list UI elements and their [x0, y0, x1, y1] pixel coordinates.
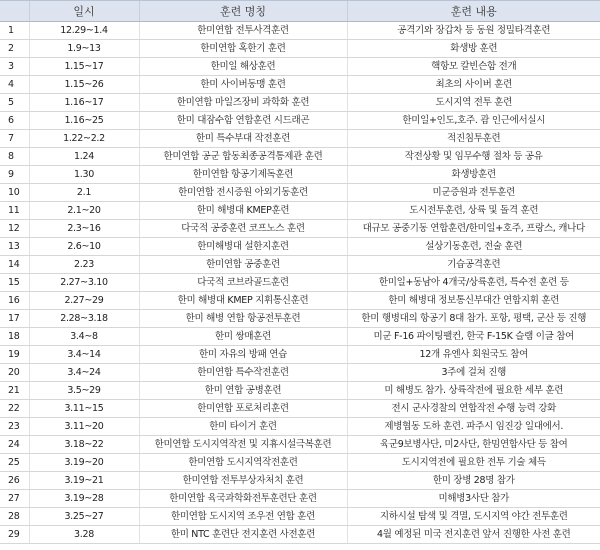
row-date: 1.15~17 — [29, 58, 139, 76]
row-training-name: 한미 해병대 KMEP훈련 — [139, 202, 347, 220]
row-training-content: 미군 F-16 파이팅팰컨, 한국 F-15K 슬램 이글 참여 — [347, 328, 600, 346]
row-training-content: 화생방훈련 — [347, 166, 600, 184]
table-row — [0, 40, 600, 58]
row-number: 4 — [0, 76, 29, 94]
row-training-name: 한미연합 공군 합동최종공격통제관 훈련 — [139, 148, 347, 166]
row-training-name: 한미연합 공중훈련 — [139, 256, 347, 274]
row-training-content: 기습공격훈련 — [347, 256, 600, 274]
row-training-content: 전시 군사경찰의 연합작전 수행 능력 강화 — [347, 400, 600, 418]
row-date: 3.19~21 — [29, 472, 139, 490]
row-training-content: 제병협동 도하 훈련. 파주시 임진강 일대에서. — [347, 418, 600, 436]
row-training-name: 한미연합 혹한기 훈련 — [139, 40, 347, 58]
row-training-content: 육군9보병사단, 미2사단, 한밈연합사단 등 참여 — [347, 436, 600, 454]
table-row — [0, 238, 600, 256]
row-date: 3.11~15 — [29, 400, 139, 418]
row-training-content: 한미 행병대의 항공기 8대 참가. 포항, 평택, 군산 등 진행 — [347, 310, 600, 328]
table-row — [0, 436, 600, 454]
row-number: 7 — [0, 130, 29, 148]
row-training-content: 미 해병도 참가. 상륙작전에 필요한 세부 훈련 — [347, 382, 600, 400]
row-training-name: 한미 해병대 KMEP 지휘통신훈련 — [139, 292, 347, 310]
row-number: 21 — [0, 382, 29, 400]
table-row — [0, 346, 600, 364]
row-training-content: 한미일+동남아 4개국/상륙훈련, 특수전 훈련 등 — [347, 274, 600, 292]
row-date: 3.18~22 — [29, 436, 139, 454]
row-date: 3.28 — [29, 526, 139, 544]
row-number: 15 — [0, 274, 29, 292]
table-row — [0, 454, 600, 472]
table-row — [0, 220, 600, 238]
row-number: 25 — [0, 454, 29, 472]
row-number: 18 — [0, 328, 29, 346]
row-training-content: 도시전투훈련, 상륙 및 돌격 훈련 — [347, 202, 600, 220]
row-training-name: 한미 타이거 훈련 — [139, 418, 347, 436]
table-row — [0, 508, 600, 526]
table-row — [0, 148, 600, 166]
table-row — [0, 472, 600, 490]
header-row — [0, 1, 600, 22]
row-number: 5 — [0, 94, 29, 112]
row-training-name: 한미 자유의 방패 연습 — [139, 346, 347, 364]
row-training-name: 한미연합 포로처리훈련 — [139, 400, 347, 418]
row-training-content: 도시지역 전투 훈련 — [347, 94, 600, 112]
table-row — [0, 256, 600, 274]
row-date: 3.11~20 — [29, 418, 139, 436]
header-date: 일시 — [29, 1, 139, 22]
row-date: 2.27~3.10 — [29, 274, 139, 292]
row-number: 29 — [0, 526, 29, 544]
row-training-name: 한미 NTC 훈련단 전지훈련 사전훈련 — [139, 526, 347, 544]
row-date: 1.30 — [29, 166, 139, 184]
row-date: 3.5~29 — [29, 382, 139, 400]
row-number: 12 — [0, 220, 29, 238]
row-number: 11 — [0, 202, 29, 220]
table-row — [0, 292, 600, 310]
row-training-content: 대규모 공중기동 연합훈련/한미일+호주, 프랑스, 캐나다 — [347, 220, 600, 238]
row-training-name: 한미연합 특수작전훈련 — [139, 364, 347, 382]
table-row — [0, 22, 600, 40]
row-training-content: 적진침투훈련 — [347, 130, 600, 148]
table-row — [0, 364, 600, 382]
row-training-name: 한미연합 전시증원 아외기동훈련 — [139, 184, 347, 202]
row-training-name: 다국적 코브라골드훈련 — [139, 274, 347, 292]
row-number: 13 — [0, 238, 29, 256]
row-number: 26 — [0, 472, 29, 490]
row-training-name: 한미연합 전투부상자처치 훈련 — [139, 472, 347, 490]
row-number: 22 — [0, 400, 29, 418]
row-training-name: 한미연합 마일즈장비 과학화 훈련 — [139, 94, 347, 112]
row-training-name: 한미 대잠수함 연합훈련 시드래곤 — [139, 112, 347, 130]
header-training-name: 훈련 명칭 — [139, 1, 347, 22]
row-date: 3.19~20 — [29, 454, 139, 472]
row-date: 2.28~3.18 — [29, 310, 139, 328]
header-training-content: 훈련 내용 — [347, 1, 600, 22]
row-training-name: 다국적 공중훈련 코프노스 훈련 — [139, 220, 347, 238]
row-date: 1.16~17 — [29, 94, 139, 112]
row-training-content: 미군증원과 전투훈련 — [347, 184, 600, 202]
row-number: 10 — [0, 184, 29, 202]
row-training-content: 작전상황 및 임무수행 절차 등 공유 — [347, 148, 600, 166]
row-date: 2.27~29 — [29, 292, 139, 310]
row-training-name: 한미 쌍매훈련 — [139, 328, 347, 346]
row-date: 2.1 — [29, 184, 139, 202]
row-date: 2.1~20 — [29, 202, 139, 220]
row-training-content: 12개 유엔사 회원국도 참여 — [347, 346, 600, 364]
row-training-content: 3주에 걸쳐 진행 — [347, 364, 600, 382]
row-number: 1 — [0, 22, 29, 40]
table-row — [0, 94, 600, 112]
row-training-content: 도시지역전에 필요한 전투 기술 체득 — [347, 454, 600, 472]
row-training-content: 화생방 훈련 — [347, 40, 600, 58]
row-number: 23 — [0, 418, 29, 436]
row-training-name: 한미 사이버동맹 훈련 — [139, 76, 347, 94]
row-training-content: 공격기와 장갑차 등 동원 정밀타격훈련 — [347, 22, 600, 40]
row-number: 6 — [0, 112, 29, 130]
header-number — [0, 1, 29, 22]
row-number: 19 — [0, 346, 29, 364]
row-number: 20 — [0, 364, 29, 382]
row-date: 3.4~14 — [29, 346, 139, 364]
row-training-name: 한미 연합 공병훈련 — [139, 382, 347, 400]
row-number: 28 — [0, 508, 29, 526]
row-number: 8 — [0, 148, 29, 166]
row-training-content: 한미 해병대 정보통신부대간 연합지휘 훈련 — [347, 292, 600, 310]
row-number: 2 — [0, 40, 29, 58]
row-date: 2.6~10 — [29, 238, 139, 256]
row-date: 3.25~27 — [29, 508, 139, 526]
row-training-name: 한미 특수부대 작전훈련 — [139, 130, 347, 148]
table-row — [0, 526, 600, 544]
row-number: 24 — [0, 436, 29, 454]
table-row — [0, 166, 600, 184]
table-body — [0, 22, 600, 544]
row-date: 1.9~13 — [29, 40, 139, 58]
table-row — [0, 76, 600, 94]
row-training-content: 한미일+인도,호주. 괌 인근에서실시 — [347, 112, 600, 130]
row-number: 27 — [0, 490, 29, 508]
row-training-name: 한미해병대 설한지훈련 — [139, 238, 347, 256]
row-training-name: 한미연합 도시지역작전훈련 — [139, 454, 347, 472]
row-date: 1.16~25 — [29, 112, 139, 130]
table-row — [0, 112, 600, 130]
table-row — [0, 382, 600, 400]
table-row — [0, 418, 600, 436]
row-date: 1.24 — [29, 148, 139, 166]
row-number: 16 — [0, 292, 29, 310]
row-training-name: 한미연합 육국과학화전투훈련단 훈련 — [139, 490, 347, 508]
row-date: 1.22~2.2 — [29, 130, 139, 148]
table-row — [0, 202, 600, 220]
row-training-name: 한미연합 도시지역작전 및 지휴시설극복훈련 — [139, 436, 347, 454]
table-row — [0, 58, 600, 76]
row-training-content: 4월 예정된 미국 전지훈련 앞서 진행한 사전 훈련 — [347, 526, 600, 544]
row-number: 14 — [0, 256, 29, 274]
table-row — [0, 400, 600, 418]
row-training-name: 한미연합 전투사격훈련 — [139, 22, 347, 40]
row-number: 9 — [0, 166, 29, 184]
row-training-content: 미해병3사단 참가 — [347, 490, 600, 508]
row-training-name: 한미연합 항공기제독훈련 — [139, 166, 347, 184]
row-training-name: 한미연합 도시지역 조우전 연합 훈련 — [139, 508, 347, 526]
row-number: 3 — [0, 58, 29, 76]
row-date: 3.4~24 — [29, 364, 139, 382]
row-training-content: 핵항모 칼빈슨함 전개 — [347, 58, 600, 76]
row-training-content: 지하시설 탐색 및 격멸, 도시지역 야간 전투훈련 — [347, 508, 600, 526]
table-row — [0, 490, 600, 508]
table-row — [0, 310, 600, 328]
row-date: 3.4~8 — [29, 328, 139, 346]
table-row — [0, 184, 600, 202]
row-date: 2.3~16 — [29, 220, 139, 238]
table-header — [0, 1, 600, 22]
row-date: 3.19~28 — [29, 490, 139, 508]
row-training-content: 한미 장병 28명 참가 — [347, 472, 600, 490]
row-date: 12.29~1.4 — [29, 22, 139, 40]
row-training-name: 한미 해병 연합 항공전투훈련 — [139, 310, 347, 328]
table-row — [0, 274, 600, 292]
table-row — [0, 130, 600, 148]
table-row — [0, 328, 600, 346]
row-number: 17 — [0, 310, 29, 328]
row-training-name: 한미일 해상훈련 — [139, 58, 347, 76]
row-training-content: 설상기동훈련, 전술 훈련 — [347, 238, 600, 256]
row-date: 1.15~26 — [29, 76, 139, 94]
row-training-content: 최초의 사이버 훈련 — [347, 76, 600, 94]
row-date: 2.23 — [29, 256, 139, 274]
